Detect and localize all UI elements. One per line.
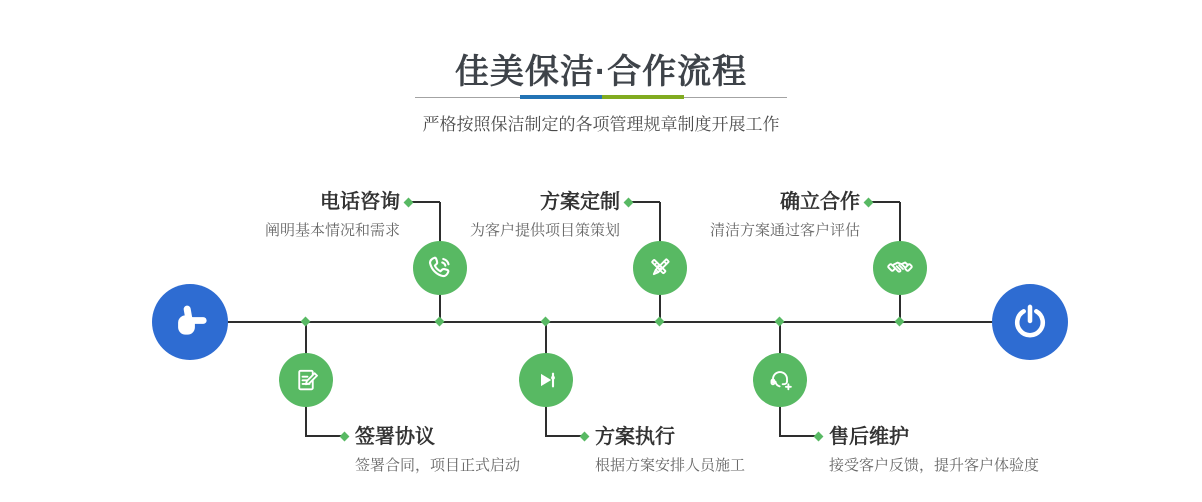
step-label	[600, 190, 860, 240]
junction-diamond	[775, 317, 785, 327]
step-label	[829, 425, 1129, 475]
step-node	[279, 353, 333, 407]
connector-line	[306, 435, 341, 437]
step-label	[355, 425, 635, 475]
step-desc: 清洁方案通过客户评估	[709, 222, 860, 239]
step-desc: 为客户提供项目策策划	[469, 222, 620, 239]
pointing-hand-icon	[169, 301, 211, 343]
junction-diamond	[655, 317, 665, 327]
timeline-end-node	[992, 284, 1068, 360]
power-icon	[1009, 301, 1051, 343]
step-label	[360, 190, 620, 240]
play-execute-icon	[531, 365, 561, 395]
step-desc: 签署合同，项目正式启动	[355, 457, 521, 474]
design-plan-icon	[645, 253, 675, 283]
page-subtitle: 严格按照保洁制定的各项管理规章制度开展工作	[422, 115, 780, 134]
junction-diamond	[895, 317, 905, 327]
junction-diamond	[541, 317, 551, 327]
junction-diamond	[435, 317, 445, 327]
step-node	[633, 241, 687, 295]
step-title: 确立合作	[780, 191, 860, 213]
step-node	[413, 241, 467, 295]
step-title: 签署协议	[355, 426, 435, 448]
step-title: 电话咨询	[320, 191, 400, 213]
step-node	[873, 241, 927, 295]
timeline-start-node	[152, 284, 228, 360]
label-diamond	[340, 432, 350, 442]
step-desc: 接受客户反馈，提升客户体验度	[829, 457, 1040, 474]
handshake-icon	[885, 253, 915, 283]
step-node	[753, 353, 807, 407]
step-desc: 阐明基本情况和需求	[264, 222, 400, 239]
headset-support-icon	[765, 365, 795, 395]
step-title: 方案定制	[540, 191, 620, 213]
page-title: 佳美保洁·合作流程	[454, 53, 748, 91]
step-desc: 根据方案安排人员施工	[595, 457, 746, 474]
phone-call-icon	[425, 253, 455, 283]
junction-diamond	[301, 317, 311, 327]
step-node	[519, 353, 573, 407]
sign-contract-icon	[291, 365, 321, 395]
divider-accent-green	[602, 95, 684, 99]
connector-line	[871, 201, 900, 203]
step-title: 售后维护	[829, 426, 909, 448]
divider-accent-blue	[520, 95, 602, 99]
label-diamond	[864, 198, 874, 208]
step-title: 方案执行	[595, 426, 675, 448]
